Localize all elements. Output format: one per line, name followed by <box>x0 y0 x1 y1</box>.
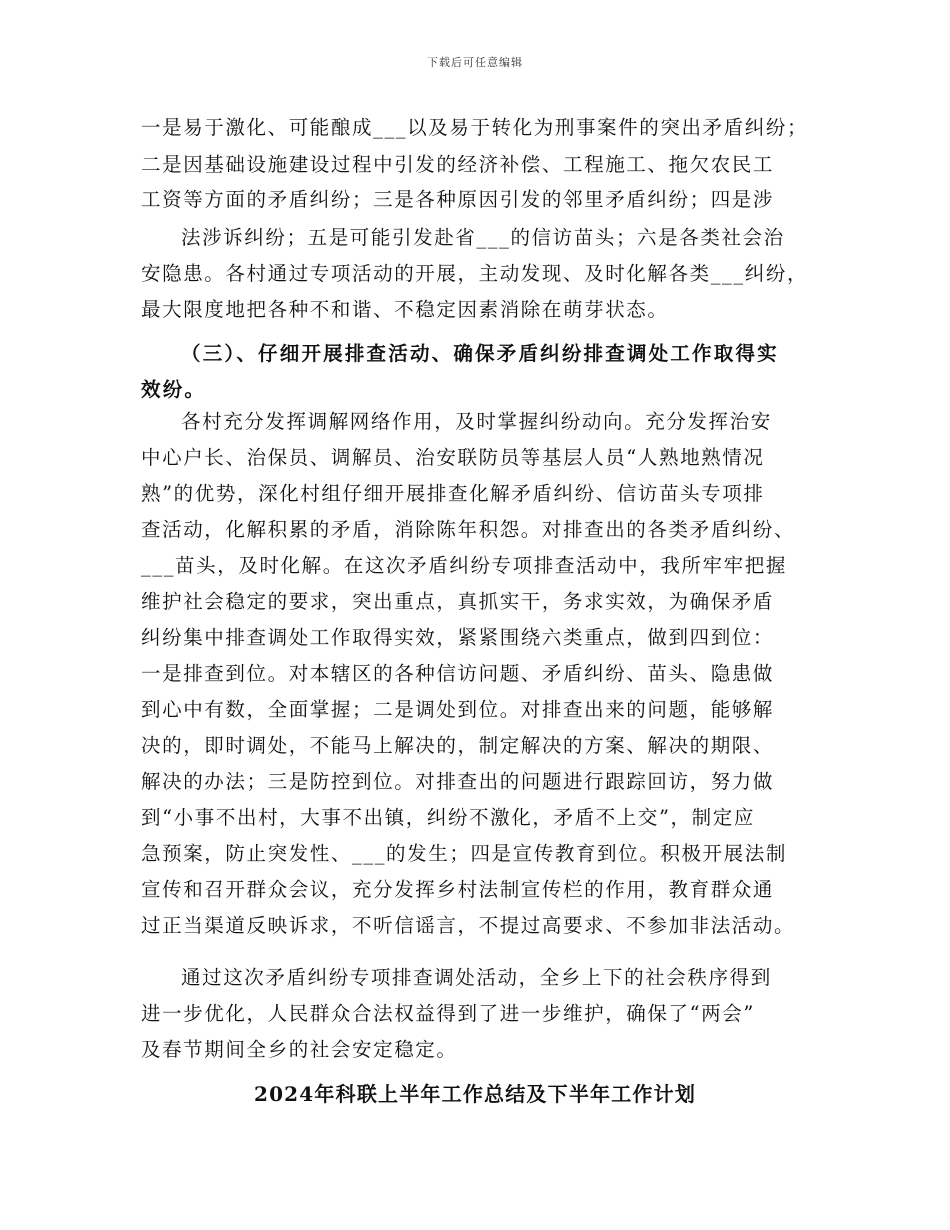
body-line: 及春节期间全乡的社会安定稳定。 <box>141 1038 458 1061</box>
body-line: 进一步优化，人民群众合法权益得到了进一步维护，确保了“两会” <box>141 1002 755 1025</box>
body-line: 查活动，化解积累的矛盾，消除陈年积怨。对排查出的各类矛盾纠纷、 <box>141 518 796 541</box>
body-line: 熟”的优势，深化村组仔细开展排查化解矛盾纠纷、信访苗头专项排 <box>141 482 765 505</box>
body-line: 一是易于激化、可能酿成___以及易于转化为刑事案件的突出矛盾纠纷； <box>141 116 809 139</box>
body-line: 工资等方面的矛盾纠纷；三是各种原因引发的邻里矛盾纠纷；四是涉 <box>141 188 775 211</box>
body-line: 纠纷集中排查调处工作取得实效，紧紧围绕六类重点，做到四到位： <box>141 626 775 649</box>
body-line: 安隐患。各村通过专项活动的开展，主动发现、及时化解各类___纠纷， <box>141 262 809 285</box>
body-line: 宣传和召开群众会议，充分发挥乡村法制宣传栏的作用，教育群众通 <box>141 878 775 901</box>
body-line: 过正当渠道反映诉求，不听信谣言，不提过高要求、不参加非法活动。 <box>141 914 796 937</box>
body-line: 到“小事不出村，大事不出镇，纠纷不激化，矛盾不上交”，制定应 <box>141 806 755 829</box>
body-line: 决的，即时调处，不能马上解决的，制定解决的方案、解决的期限、 <box>141 734 775 757</box>
body-line: 解决的办法；三是防控到位。对排查出的问题进行跟踪回访，努力做 <box>141 770 775 793</box>
body-line: 通过这次矛盾纠纷专项排查调处活动，全乡上下的社会秩序得到 <box>181 966 772 989</box>
body-line: 一是排查到位。对本辖区的各种信访问题、矛盾纠纷、苗头、隐患做 <box>141 662 775 685</box>
body-line: 中心户长、治保员、调解员、治安联防员等基层人员“人熟地熟情况 <box>141 446 765 469</box>
body-line: 各村充分发挥调解网络作用，及时掌握纠纷动向。充分发挥治安 <box>181 410 772 433</box>
body-line: 最大限度地把各种不和谐、不稳定因素消除在萌芽状态。 <box>141 298 669 321</box>
body-line: 维护社会稳定的要求，突出重点，真抓实干，务求实效，为确保矛盾 <box>141 590 775 613</box>
body-line: 法涉诉纠纷；五是可能引发赴省___的信访苗头；六是各类社会治 <box>181 226 785 249</box>
body-line: 急预案，防止突发性、___的发生；四是宣传教育到位。积极开展法制 <box>141 842 787 865</box>
body-line: 二是因基础设施建设过程中引发的经济补偿、工程施工、拖欠农民工 <box>141 153 775 176</box>
body-line: 到心中有数，全面掌握；二是调处到位。对排查出来的问题，能够解 <box>141 698 775 721</box>
section-heading-three: （三）、仔细开展排查活动、确保矛盾纠纷排查调处工作取得实 <box>181 342 779 365</box>
page-header-note: 下载后可任意编辑 <box>427 56 523 69</box>
section-heading-three-cont: 效纷。 <box>141 378 207 401</box>
document-title: 2024年科联上半年工作总结及下半年工作计划 <box>253 1082 697 1106</box>
body-line: ___苗头，及时化解。在这次矛盾纠纷专项排查活动中，我所牢牢把握 <box>141 554 787 577</box>
